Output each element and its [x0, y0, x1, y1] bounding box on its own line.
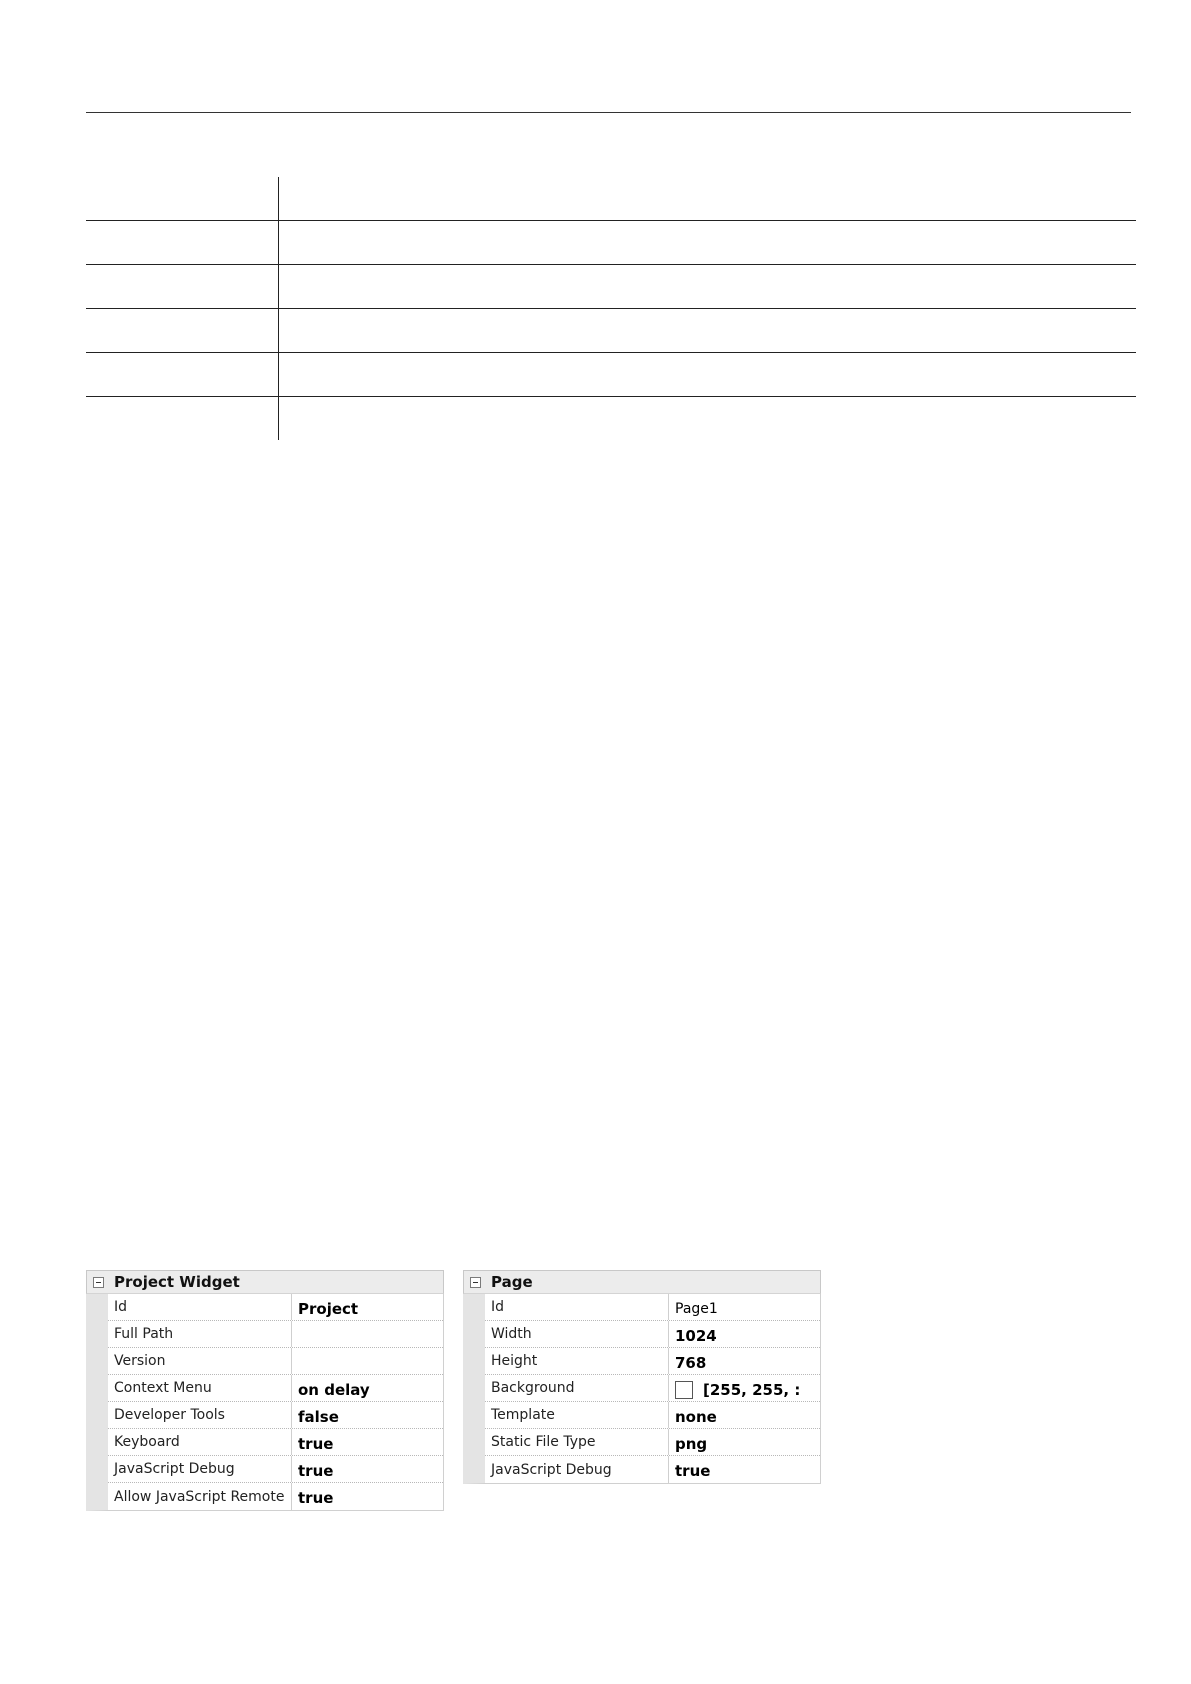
property-row-keyboard[interactable] — [108, 1429, 443, 1456]
property-row-javascript-debug[interactable] — [108, 1456, 443, 1483]
table-cell — [279, 221, 1136, 264]
table-cell — [279, 265, 1136, 308]
property-row-context-menu[interactable] — [108, 1375, 443, 1402]
property-name: Static File Type — [485, 1429, 669, 1455]
property-grid — [86, 1294, 444, 1511]
property-row-full-path[interactable] — [108, 1321, 443, 1348]
property-row-width[interactable] — [485, 1321, 820, 1348]
table-cell — [86, 265, 279, 308]
property-name: Background — [485, 1375, 669, 1401]
table-cell — [86, 353, 279, 396]
property-value: [255, 255, : — [703, 1380, 801, 1399]
property-value[interactable]: Page1 — [675, 1300, 718, 1317]
collapse-icon[interactable] — [470, 1277, 481, 1288]
property-name: Context Menu — [108, 1375, 292, 1401]
table-cell — [86, 309, 279, 352]
property-value[interactable]: on delay — [298, 1380, 370, 1399]
property-row-background[interactable] — [485, 1375, 820, 1402]
property-value[interactable]: Project — [298, 1299, 359, 1318]
property-row-id[interactable] — [485, 1294, 820, 1321]
project-widget-panel — [86, 1270, 444, 1511]
property-grid — [463, 1294, 821, 1484]
property-name: Template — [485, 1402, 669, 1428]
property-value-background[interactable] — [669, 1375, 820, 1401]
property-row-template[interactable] — [485, 1402, 820, 1429]
table-row — [86, 396, 1136, 440]
table-cell — [279, 177, 1136, 220]
property-name: Allow JavaScript Remote — [108, 1483, 292, 1510]
collapse-icon[interactable] — [93, 1277, 104, 1288]
property-name: Id — [485, 1294, 669, 1320]
property-row-version[interactable] — [108, 1348, 443, 1375]
table-row — [86, 220, 1136, 264]
panel-header[interactable] — [463, 1270, 821, 1294]
header-rule — [86, 112, 1131, 113]
property-value[interactable]: png — [675, 1434, 708, 1453]
property-value[interactable]: false — [298, 1407, 339, 1426]
property-name: JavaScript Debug — [485, 1456, 669, 1483]
table-cell — [86, 397, 279, 440]
table-row — [86, 177, 1136, 220]
table-row — [86, 352, 1136, 396]
table-cell — [279, 353, 1136, 396]
property-row-developer-tools[interactable] — [108, 1402, 443, 1429]
property-value[interactable]: true — [298, 1434, 334, 1453]
table-cell — [86, 177, 279, 220]
panel-title: Page — [491, 1273, 533, 1291]
property-row-height[interactable] — [485, 1348, 820, 1375]
property-row-allow-javascript-remote[interactable] — [108, 1483, 443, 1510]
property-name: Id — [108, 1294, 292, 1320]
table-cell — [279, 397, 1136, 440]
table-row — [86, 264, 1136, 308]
empty-table — [86, 177, 1136, 440]
table-cell — [279, 309, 1136, 352]
property-name: JavaScript Debug — [108, 1456, 292, 1482]
panel-title: Project Widget — [114, 1273, 240, 1291]
property-value[interactable]: true — [298, 1461, 334, 1480]
property-value[interactable]: 1024 — [675, 1326, 717, 1345]
property-name: Height — [485, 1348, 669, 1374]
property-value[interactable]: none — [675, 1407, 717, 1426]
property-name: Developer Tools — [108, 1402, 292, 1428]
table-row — [86, 308, 1136, 352]
property-value[interactable]: 768 — [675, 1353, 707, 1372]
property-row-id[interactable] — [108, 1294, 443, 1321]
property-name: Width — [485, 1321, 669, 1347]
property-name: Version — [108, 1348, 292, 1374]
property-value[interactable] — [292, 1348, 443, 1374]
property-row-static-file-type[interactable] — [485, 1429, 820, 1456]
property-row-javascript-debug[interactable] — [485, 1456, 820, 1483]
property-value[interactable]: true — [298, 1489, 334, 1507]
page-panel — [463, 1270, 821, 1484]
property-name: Full Path — [108, 1321, 292, 1347]
table-cell — [86, 221, 279, 264]
color-swatch-icon[interactable] — [675, 1381, 693, 1399]
property-name: Keyboard — [108, 1429, 292, 1455]
property-value[interactable]: true — [675, 1462, 711, 1480]
property-value[interactable] — [292, 1321, 443, 1347]
panel-header[interactable] — [86, 1270, 444, 1294]
